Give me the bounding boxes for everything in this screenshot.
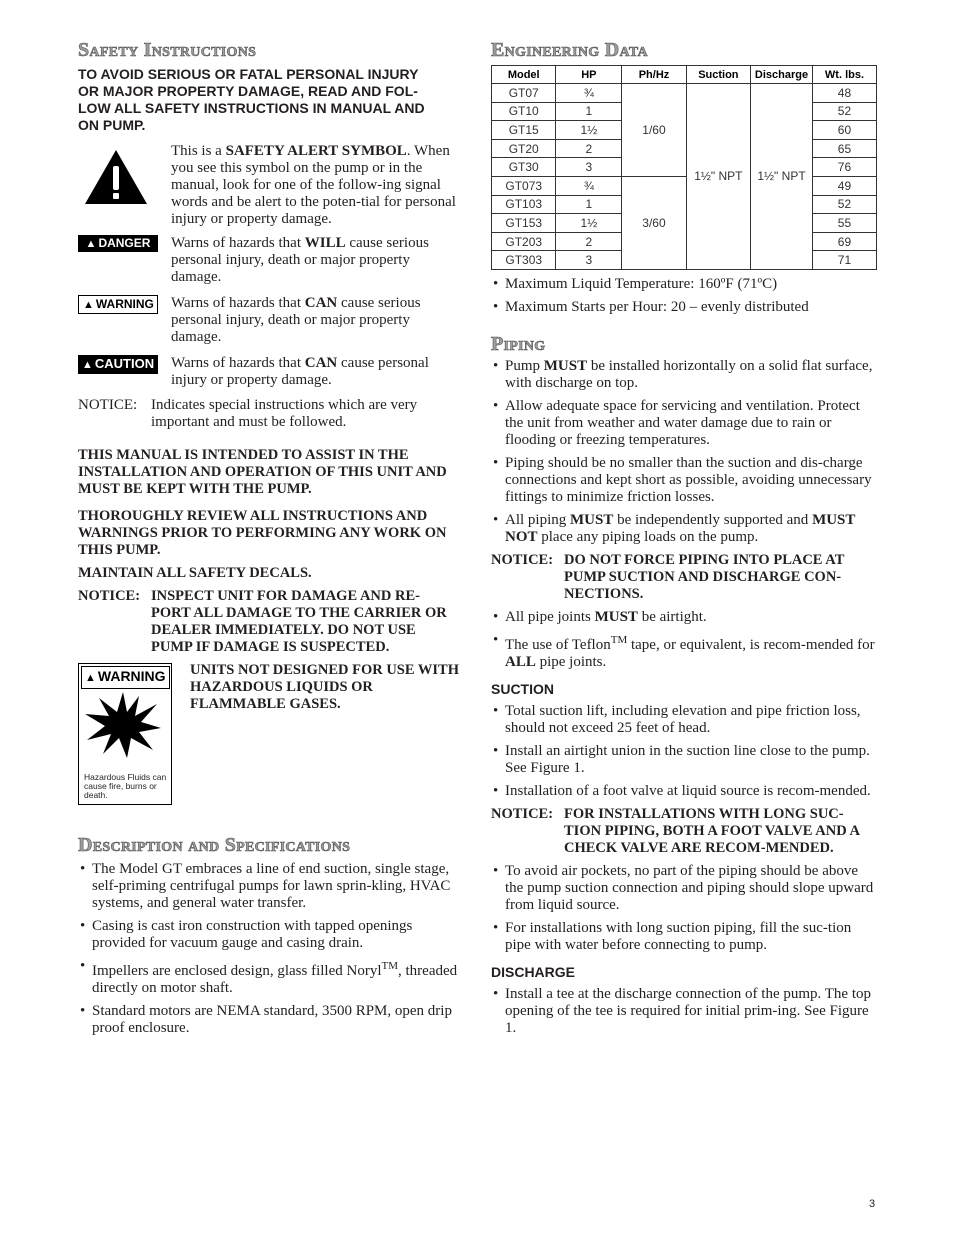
trademark: TM [381, 960, 398, 972]
table-cell: GT103 [492, 195, 556, 214]
table-cell: GT10 [492, 102, 556, 121]
description-item: • Casing is cast iron construction with tapped openings provided for vacuum gauge and casing drain. [78, 918, 464, 952]
engineering-note: • Maximum Liquid Temperature: 160ºF (71ºC) [491, 276, 877, 293]
hazard-label-box [78, 663, 172, 805]
suction-item: • To avoid air pockets, no part of the piping should be above the pump suction connection and piping should slope upward from liquid source. [491, 863, 877, 914]
warning-row [78, 295, 464, 346]
notice-piping [491, 552, 877, 603]
table-cell: 1½" NPT [751, 84, 813, 270]
danger-text [171, 235, 464, 286]
hazard-caption: Hazardous Fluids can cause fire, burns or death. [84, 772, 167, 800]
discharge-heading: DISCHARGE [491, 963, 576, 980]
description-item: • The Model GT embraces a line of end suction, single stage, self-priming centrifugal pumps for lawn sprin-kling, HVAC systems, and general water transfer. [78, 861, 464, 912]
text-bold: MUST NOT [505, 511, 856, 545]
discharge-item: • Install a tee at the discharge connection of the pump. The top opening of the tee is required for initial prim-ing. See Figure 1. [491, 986, 877, 1037]
table-cell: 3/60 [622, 176, 686, 269]
text: be independently supported and [613, 511, 813, 528]
engineering-note: • Maximum Starts per Hour: 20 – evenly distributed [491, 299, 877, 316]
notice-suction [491, 806, 877, 857]
caution-row [78, 355, 464, 389]
table-cell: 1½" NPT [686, 84, 750, 270]
suction-item: • For installations with long suction piping, fill the suc-tion pipe with water before connecting to pump. [491, 920, 877, 954]
table-row [492, 176, 877, 195]
text: Warns of hazards that [171, 295, 305, 311]
hazard-badge-label: WARNING [97, 668, 166, 684]
column-header: Wt. lbs. [812, 66, 876, 84]
safety-alert-icon [78, 143, 171, 228]
safety-lead-line: TO AVOID SERIOUS OR FATAL PERSONAL INJURY [78, 66, 419, 82]
table-cell: 2 [556, 139, 622, 158]
table-cell: 2 [556, 232, 622, 251]
table-cell: 1/60 [622, 84, 686, 177]
text-bold: CAN [304, 355, 338, 371]
caution-badge-label: CAUTION [94, 356, 155, 371]
description-list [78, 861, 464, 1037]
notice-label: NOTICE: [78, 588, 141, 604]
caution-text [171, 355, 464, 389]
engineering-heading: Engineering Data [491, 39, 648, 61]
notice-text: Indicates special instructions which are very important and must be followed. [151, 397, 418, 430]
text-bold: ALL [505, 653, 536, 670]
suction-item: • Installation of a foot valve at liquid source is recom-mended. [491, 783, 877, 800]
piping-item [491, 358, 877, 392]
notice-label: NOTICE: [78, 397, 138, 413]
safety-lead [78, 66, 464, 134]
table-cell: GT15 [492, 121, 556, 140]
piping-heading: Piping [491, 332, 546, 355]
hazard-warning-badge: ▲ WARNING [81, 666, 170, 689]
engineering-notes [491, 276, 877, 316]
notice-text: FOR INSTALLATIONS WITH LONG SUC-TION PIPING, BOTH A FOOT VALVE AND A CHECK VALVE ARE RECOM-MENDED. [564, 805, 860, 856]
text: , threaded directly on motor shaft. [92, 963, 458, 996]
piping-list [491, 358, 877, 546]
table-cell: 3 [556, 251, 622, 270]
suction-item: • Install an airtight union in the suction line close to the pump. See Figure 1. [491, 743, 877, 777]
notice-damage [78, 588, 464, 656]
text: Impellers are enclosed design, glass filled Noryl [92, 963, 382, 979]
text-bold: WILL [304, 235, 346, 251]
safety-lead-line: OR MAJOR PROPERTY DAMAGE, READ AND FOL- [78, 83, 418, 99]
text: tape, or equivalent, is recom-mended for [627, 636, 875, 653]
danger-badge: ▲ DANGER [78, 235, 158, 252]
table-cell: 1½ [556, 214, 622, 233]
piping-item: • Piping should be no smaller than the suction and dis-charge connections and kept short as possible, avoiding unnecessary fittings to minimize friction losses. [491, 455, 877, 506]
text-bold: CAN [304, 295, 338, 311]
warning-text [171, 295, 464, 346]
table-cell: 71 [812, 251, 876, 270]
warning-badge: ▲ WARNING [78, 295, 158, 314]
table-cell: GT07 [492, 84, 556, 103]
text: be installed horizontally on a solid flat surface, with discharge on top. [505, 357, 873, 391]
warning-badge-label: WARNING [95, 297, 154, 311]
piping-item [491, 512, 877, 546]
piping-item: • Allow adequate space for servicing and ventilation. Protect the unit from weather and water damage due to rain or flooding or freezing temperatures. [491, 398, 877, 449]
column-header: Ph/Hz [622, 66, 686, 84]
suction-item: • Total suction lift, including elevation and pipe friction loss, should not exceed 25 feet of head. [491, 703, 877, 737]
table-cell: ¾ [556, 176, 622, 195]
discharge-list [491, 986, 877, 1037]
text: place any piping loads on the pump. [537, 528, 759, 545]
text: All pipe joints [505, 608, 595, 625]
warning-badge-wrap [78, 295, 158, 346]
notice-special [78, 397, 464, 431]
table-cell: 1 [556, 195, 622, 214]
text: The use of Teflon [505, 636, 611, 653]
notice-text: INSPECT UNIT FOR DAMAGE AND RE-PORT ALL DAMAGE TO THE CARRIER OR DEALER IMMEDIATELY. DO NOT USE PUMP IF DAMAGE IS SUSPECTED. [151, 588, 447, 655]
description-heading: Description and Specifications [78, 834, 351, 856]
piping-list-2 [491, 609, 877, 671]
table-cell: 69 [812, 232, 876, 251]
description-item: • Standard motors are NEMA standard, 3500 RPM, open drip proof enclosure. [78, 1003, 464, 1037]
piping-item [491, 609, 877, 626]
column-header: Suction [686, 66, 750, 84]
table-cell: GT30 [492, 158, 556, 177]
column-header: Discharge [751, 66, 813, 84]
safety-heading: Safety Instructions [78, 39, 257, 61]
explosion-icon [83, 690, 163, 760]
left-column [78, 38, 464, 1043]
table-cell: GT073 [492, 176, 556, 195]
table-cell: GT303 [492, 251, 556, 270]
notice-label: NOTICE: [491, 805, 554, 822]
table-row [492, 84, 877, 103]
table-cell: 49 [812, 176, 876, 195]
table-cell: GT20 [492, 139, 556, 158]
table-cell: 65 [812, 139, 876, 158]
engineering-table [491, 65, 877, 270]
suction-list-2 [491, 863, 877, 954]
suction-heading: SUCTION [491, 680, 554, 697]
decals-para: MAINTAIN ALL SAFETY DECALS. [78, 565, 312, 581]
caution-badge-wrap [78, 355, 158, 389]
table-cell: 52 [812, 195, 876, 214]
column-header: HP [556, 66, 622, 84]
text: This is a [171, 143, 226, 159]
safety-alert-row [78, 143, 464, 228]
table-cell: 1 [556, 102, 622, 121]
table-header-row [492, 66, 877, 84]
danger-badge-label: DANGER [98, 236, 151, 250]
table-cell: 1½ [556, 121, 622, 140]
table-cell: ¾ [556, 84, 622, 103]
text: be airtight. [637, 608, 707, 625]
text: . When you see this symbol on the pump or in the manual, look for one of the follow-ing signal words and be alert to the poten-tial for personal injury or property damage. [171, 143, 456, 227]
text: cause serious personal injury, death or major property damage. [171, 295, 421, 345]
notice-label: NOTICE: [491, 551, 554, 568]
notice-text: DO NOT FORCE PIPING INTO PLACE AT PUMP SUCTION AND DISCHARGE CON-NECTIONS. [564, 551, 845, 602]
safety-alert-symbol-label: SAFETY ALERT SYMBOL [225, 143, 407, 159]
table-cell: 52 [812, 102, 876, 121]
manual-para: THIS MANUAL IS INTENDED TO ASSIST IN THE INSTALLATION AND OPERATION OF THIS UNIT AND MUST BE KEPT WITH THE PUMP. [78, 447, 447, 497]
table-cell: GT203 [492, 232, 556, 251]
text: Warns of hazards that [171, 355, 305, 371]
text: All piping [505, 511, 571, 528]
piping-item [491, 632, 877, 671]
caution-badge: ▲ CAUTION [78, 355, 158, 374]
safety-lead-line: LOW ALL SAFETY INSTRUCTIONS IN MANUAL AND [78, 100, 425, 116]
text: cause serious personal injury, death or major property damage. [171, 235, 429, 285]
text-bold: MUST [543, 357, 588, 374]
hazard-text: UNITS NOT DESIGNED FOR USE WITH HAZARDOUS LIQUIDS OR FLAMMABLE GASES. [190, 662, 459, 712]
text: Warns of hazards that [171, 235, 305, 251]
engineering-table-body [492, 84, 877, 270]
safety-alert-text [171, 143, 464, 228]
review-para: THOROUGHLY REVIEW ALL INSTRUCTIONS AND WARNINGS PRIOR TO PERFORMING ANY WORK ON THIS PUMP. [78, 508, 447, 558]
trademark: TM [610, 633, 628, 646]
hazard-row [78, 663, 464, 805]
danger-row [78, 235, 464, 286]
table-cell: 76 [812, 158, 876, 177]
table-cell: 48 [812, 84, 876, 103]
text: pipe joints. [535, 653, 607, 670]
column-header: Model [492, 66, 556, 84]
text-bold: MUST [594, 608, 638, 625]
danger-badge-wrap [78, 235, 158, 286]
description-item [78, 958, 464, 997]
page-number: 3 [869, 1198, 876, 1210]
safety-lead-line: ON PUMP. [78, 117, 146, 133]
table-cell: 3 [556, 158, 622, 177]
text-bold: MUST [570, 511, 614, 528]
table-cell: 55 [812, 214, 876, 233]
table-cell: GT153 [492, 214, 556, 233]
text: Pump [505, 357, 544, 374]
right-column [491, 38, 877, 1043]
table-cell: 60 [812, 121, 876, 140]
suction-list [491, 703, 877, 800]
text: cause personal injury or property damage. [171, 355, 429, 388]
